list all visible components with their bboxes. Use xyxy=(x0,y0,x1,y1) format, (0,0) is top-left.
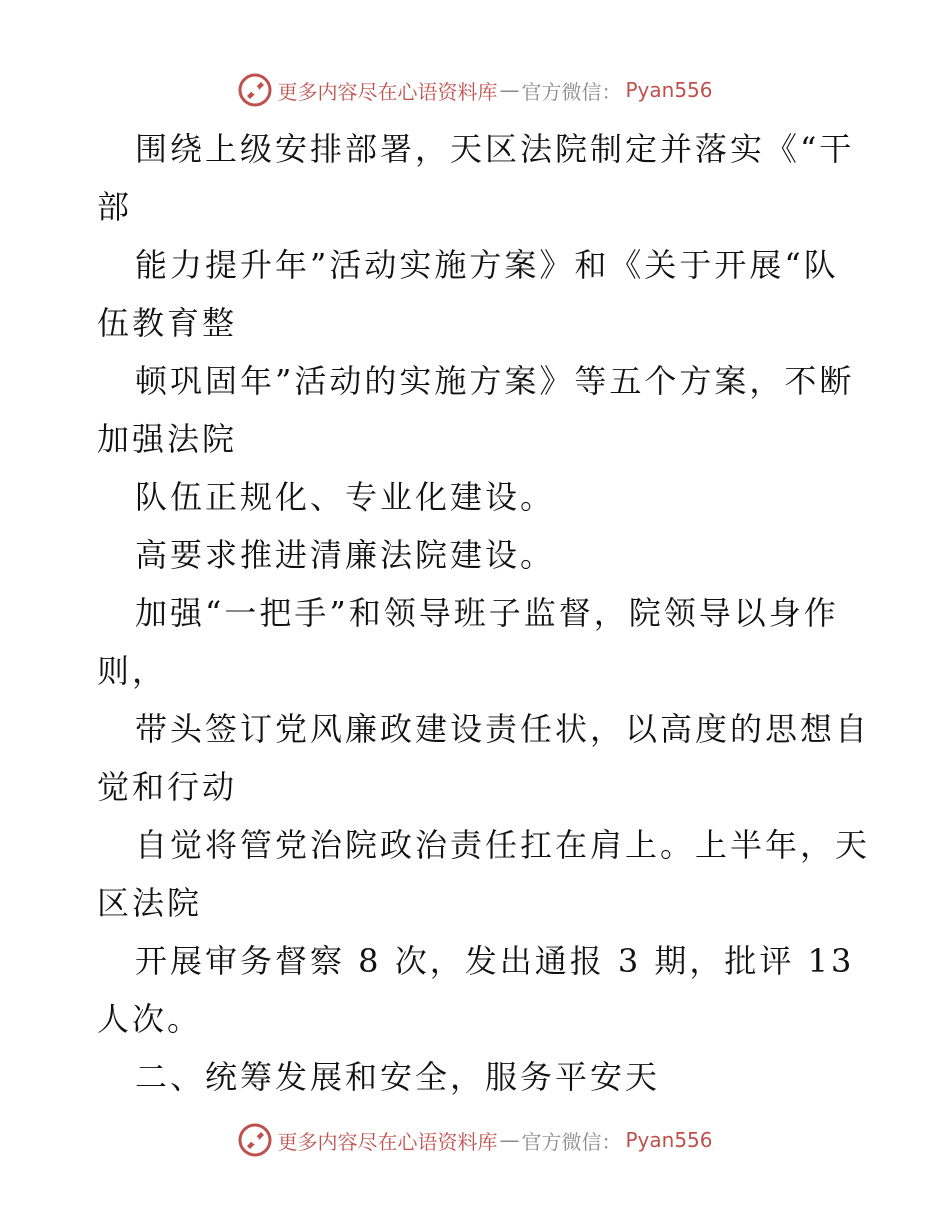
paragraph-line: 则， xyxy=(97,652,168,690)
banner-separator: — xyxy=(499,1128,520,1152)
paragraph-line: 伍教育整 xyxy=(97,304,238,342)
banner-wechat-id: Pyan556 xyxy=(625,78,713,102)
banner-wechat-id: Pyan556 xyxy=(625,1128,713,1152)
paragraph-line: 开展审务督察 8 次，发出通报 3 期，批评 13 xyxy=(135,942,855,980)
banner-site-text: 更多内容尽在心语资料库 xyxy=(277,79,498,104)
paragraph-line: 围绕上级安排部署，天区法院制定并落实《“干 xyxy=(135,130,855,168)
paragraph-line: 能力提升年”活动实施方案》和《关于开展“队 xyxy=(135,246,839,284)
brand-logo-icon xyxy=(237,1122,273,1158)
paragraph-line: 自觉将管党治院政治责任扛在肩上。上半年，天 xyxy=(135,826,871,864)
section-heading-line: 二、统筹发展和安全，服务平安天 xyxy=(135,1058,661,1096)
footer-watermark-banner xyxy=(0,1120,950,1160)
banner-separator: — xyxy=(499,78,520,102)
paragraph-line: 加强法院 xyxy=(97,420,238,458)
banner-wechat-label: 官方微信： xyxy=(521,1129,622,1154)
paragraph-line: 部 xyxy=(97,188,133,226)
brand-logo-icon xyxy=(237,72,273,108)
paragraph-line: 加强“一把手”和领导班子监督，院领导以身作 xyxy=(135,594,839,632)
document-body xyxy=(97,120,871,1106)
banner-site-text: 更多内容尽在心语资料库 xyxy=(277,1129,498,1154)
paragraph-line: 区法院 xyxy=(97,884,203,922)
header-watermark-banner xyxy=(0,70,950,110)
paragraph-line: 高要求推进清廉法院建设。 xyxy=(135,536,556,574)
banner-wechat-label: 官方微信： xyxy=(521,79,622,104)
paragraph-line: 顿巩固年”活动的实施方案》等五个方案，不断 xyxy=(135,362,855,400)
paragraph-line: 人次。 xyxy=(97,1000,203,1038)
paragraph-line: 觉和行动 xyxy=(97,768,238,806)
paragraph-line: 带头签订党风廉政建设责任状，以高度的思想自 xyxy=(135,710,871,748)
paragraph-line: 队伍正规化、专业化建设。 xyxy=(135,478,556,516)
